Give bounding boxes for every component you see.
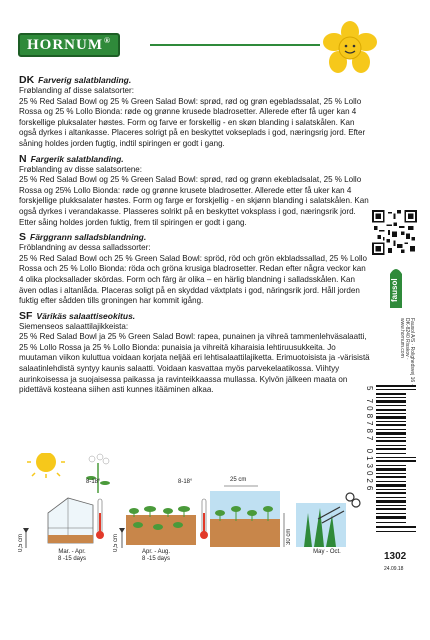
period-label-4: May - Oct. bbox=[313, 549, 341, 555]
period-label-1: Mar. - Apr. 8 -15 days bbox=[57, 549, 87, 562]
section-title: Farverig salatblanding. bbox=[38, 75, 132, 85]
registered-mark: ® bbox=[104, 36, 111, 45]
barcode-icon bbox=[376, 385, 416, 535]
description-text bbox=[19, 74, 371, 399]
print-date: 24.09.18 bbox=[384, 566, 404, 572]
item-number: 1302 bbox=[384, 551, 407, 562]
spacing-label: 25 cm bbox=[230, 477, 247, 483]
greenhouse-icon bbox=[48, 498, 93, 543]
period-label-2: Apr. - Aug. 8 -15 days bbox=[141, 549, 171, 562]
seedling-tray-icon bbox=[126, 506, 196, 545]
depth-label-1: 0,5 cm bbox=[18, 533, 24, 552]
header-rule bbox=[150, 44, 320, 46]
growing-guide-drawing bbox=[18, 453, 362, 593]
temp-label-2: 8-18° bbox=[178, 479, 193, 485]
section-body: Fröblandning av dessa salladssorter: 25 % Red Salad Bowl och 25 % Green Salad Bowl: spröd, röd och grön ekbladssallad, 25 % Lollo Rossa och 25 % Lollo Bionda: röda och gröna krusiga bladrosetter. Redan efter några veckor kan 4 olika plocksallader skördas. Form och färg är olika – en härlig blandning i salladsskålen. Kan även odlas i altanlåda. Placeras soligt på en skyddad växtplats i god, näringsrik jord. Håll jorden fuktig efter sådden tills groningen har kommit igång. bbox=[19, 243, 368, 306]
qr-code-icon bbox=[372, 210, 417, 255]
section-title: Färggrann salladsblandning. bbox=[30, 232, 147, 243]
depth-label-2: 0,5 cm bbox=[113, 533, 119, 552]
hornum-logo bbox=[18, 34, 120, 56]
row-spacing-label: 30 cm bbox=[286, 528, 292, 545]
section-body: Siemenseos salaattilajikkeista: 25 % Red Salad Bowl ja 25 % Green Salad Bowl: rapea, punainen ja vihreä tammenlehväsalaatti, 25 % Lollo Rossa ja 25 % Lollo Bionda: punaisia ja vihreitä kiharaisia lehtiruusukkeita. Jo muutaman viikon kuluttua voidaan korjata neljää eri lehtisalaattilajiketta. Erimuotoisista ja -värisistä salaatinlehdistä syntyy kaunis salaatti. Voidaan kasvattaa myös parvekelaatikossa. Viihtyy aurinkoisessa ja suojaisessa paikassa ja ravinteikkaassa mullassa. Kylvön jälkeen maata on pidettävä kosteana siihen asti kunnes itääminen alkaa. bbox=[19, 321, 370, 395]
lang-code: S bbox=[19, 231, 27, 244]
section-body: Frøblanding af disse salatsorter: 25 % Red Salad Bowl og 25 % Green Salad Bowl: sprød, rød og grøn egebladssalat, 25 % Lollo Rossa og 25 % Lollo Bionda: røde og grønne krusede bladrosetter. Allerede efter få uger kan 4 forskellige pluksalater høstes. Form og farve er forskellig - en skøn blanding i salatskålen. Kan også dyrkes i altankasse. Placeres solrigt på en beskyttet vokseplads i god, næringsrig jord. Efter såning holdes jorden fugtig, indtil spiringen er godt i gang. bbox=[19, 86, 366, 148]
fausol-logo-icon bbox=[384, 262, 408, 308]
section-body: Frøblanding av disse salatsortene: 25 % Red Salad Bowl og 25 % Green Salad Bowl: sprød, rød og grønn ekebladsalat, 25 % Lollo Rossa og 25% Lollo Bionda: røde og grønne krusete bladrosetter. Allerede etter få uker kan 4 forskjellige plukksalater høstes. Form og farge er forskjellig - en skjønn blanding i salatskålen. Kan også dyrkes i verandakasse. Plasseres solrikt på en beskyttet voksplass i god, næringsrik jord. Etter såing holdes jorden fuktig, frem til spiringen er godt i gang. bbox=[19, 164, 369, 227]
lang-code: SF bbox=[19, 309, 33, 322]
company-address: Fausol A/S · Rolighedsvej 16 · DK-8240 Risskov · www.hornum.com bbox=[399, 318, 415, 386]
section-sf bbox=[19, 310, 371, 396]
brand-name: HORNUM bbox=[27, 37, 103, 53]
lang-code: N bbox=[19, 152, 27, 165]
temp-label-1: 8-18° bbox=[86, 479, 101, 485]
sun-icon bbox=[27, 453, 65, 478]
planted-row-icon bbox=[210, 486, 284, 547]
depth-arrow-icon bbox=[119, 528, 125, 548]
growing-guide-illustration bbox=[18, 453, 362, 593]
lang-code: DK bbox=[19, 74, 35, 86]
thermometer-icon bbox=[96, 499, 104, 539]
thermometer-icon bbox=[200, 499, 208, 539]
flowering-plant-icon bbox=[86, 454, 110, 493]
section-dk bbox=[19, 74, 371, 150]
section-s bbox=[19, 231, 371, 307]
section-title: Värikäs salaattiseokitus. bbox=[36, 310, 136, 321]
fausol-label: fausol bbox=[390, 278, 399, 302]
harvest-scissors-icon bbox=[296, 493, 360, 547]
flower-logo-icon bbox=[322, 20, 378, 76]
section-n bbox=[19, 153, 371, 229]
section-title: Fargerik salatblanding. bbox=[30, 153, 124, 164]
barcode-digits: 5 708787 013026 bbox=[365, 386, 374, 494]
